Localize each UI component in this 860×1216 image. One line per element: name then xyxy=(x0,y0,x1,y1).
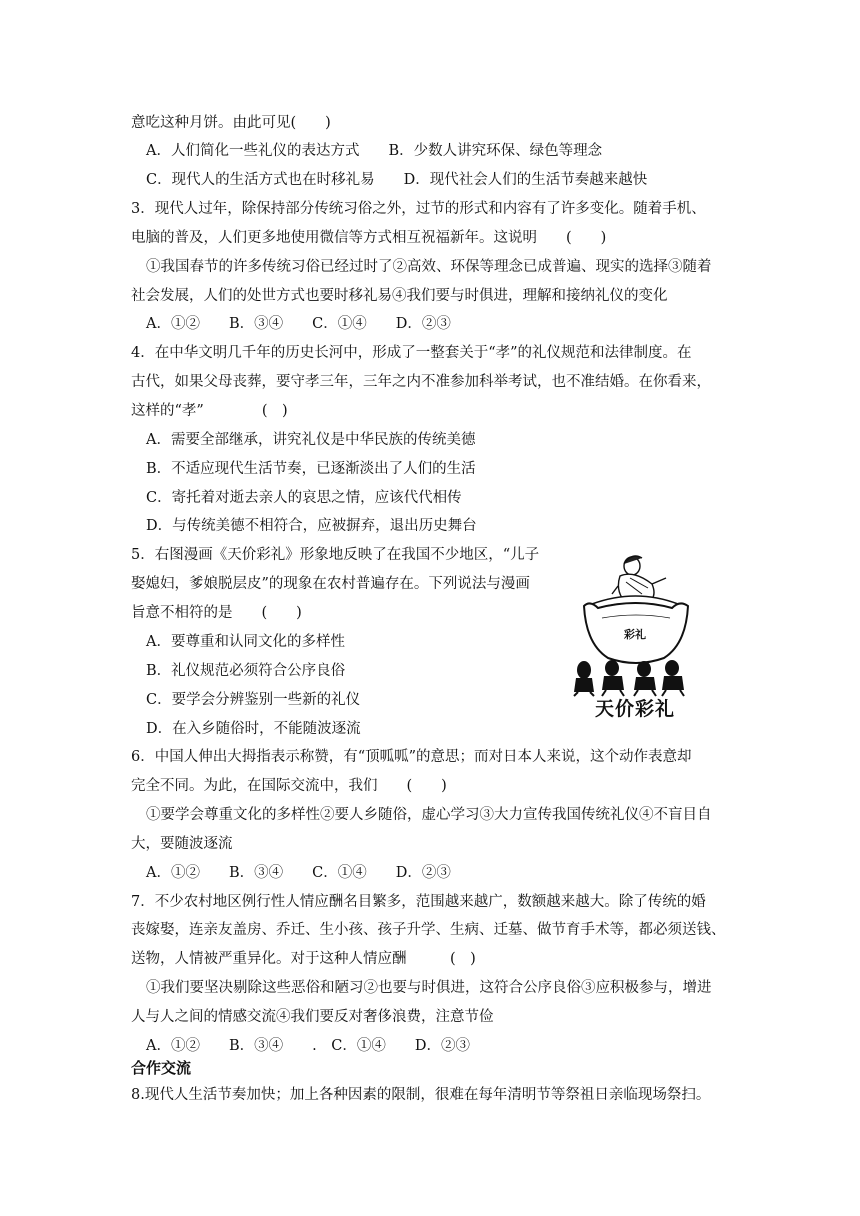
q7-options: A．①② B．③④ . C．①④ D．②③ xyxy=(146,1038,470,1054)
q3-stem-line1: 3．现代人过年，除保持部分传统习俗之外，过节的形式和内容有了许多变化。随着手机、 xyxy=(131,201,706,217)
q4-option-d: D．与传统美德不相符合，应被摒弃，退出历史舞台 xyxy=(146,518,477,534)
q5-option-d: D．在入乡随俗时，不能随波逐流 xyxy=(146,721,361,737)
cartoon-caption: 天价彩礼 xyxy=(595,698,676,720)
q7-stem-line2: 丧嫁娶，连亲友盖房、乔迁、生小孩、孩子升学、生病、迁墓、做节育手术等，都必须送钱、 xyxy=(131,922,726,938)
q5-stem-line2: 娶媳妇，爹娘脱层皮”的现象在农村普遍存在。下列说法与漫画 xyxy=(131,576,530,592)
q4-option-a: A．需要全部继承，讲究礼仪是中华民族的传统美德 xyxy=(146,432,476,448)
q4-option-b: B．不适应现代生活节奏，已逐渐淡出了人们的生活 xyxy=(146,461,476,477)
q3-options: A．①② B．③④ C．①④ D．②③ xyxy=(146,316,451,332)
q7-stem-line3: 送物，人情被严重异化。对于这种人情应酬 ( ) xyxy=(131,951,476,967)
section-heading-cooperation: 合作交流 xyxy=(131,1059,192,1077)
q8-stem-line1: 8.现代人生活节奏加快；加上各种因素的限制，很难在每年清明节等祭祖日亲临现场祭扫。 xyxy=(131,1087,711,1103)
q5-option-a: A．要尊重和认同文化的多样性 xyxy=(146,634,345,650)
q2-options-cd: C．现代人的生活方式也在时移礼易 D．现代社会人们的生活节奏越来越快 xyxy=(146,172,648,188)
q4-stem-line1: 4．在中华文明几千年的历史长河中，形成了一整套关于“孝”的礼仪规范和法律制度。在 xyxy=(131,345,692,361)
q6-options: A．①② B．③④ C．①④ D．②③ xyxy=(146,865,451,881)
q3-statements-line2: 社会发展，人们的处世方式也要时移礼易④我们要与时俱进，理解和接纳礼仪的变化 xyxy=(131,288,668,304)
q3-statements-line1: ①我国春节的许多传统习俗已经过时了②高效、环保等理念已成普遍、现实的选择③随着 xyxy=(146,259,712,275)
q5-stem-line3: 旨意不相符的是 ( ) xyxy=(131,605,302,621)
q7-stem-line1: 7．不少农村地区例行性人情应酬名目繁多，范围越来越广，数额越来越大。除了传统的婚 xyxy=(131,894,706,910)
q5-stem-line1: 5．右图漫画《天价彩礼》形象地反映了在我国不少地区，“儿子 xyxy=(131,547,540,563)
q6-statements-line2: 大，要随波逐流 xyxy=(131,836,233,852)
q6-statements-line1: ①要学会尊重文化的多样性②要人乡随俗，虚心学习③大力宣传我国传统礼仪④不盲目自 xyxy=(146,807,712,823)
q7-statements-line1-visible: ①我们要坚决剔除这些恶俗和陋习②也要与时俱进，这符合公序良俗③应积极参与，增进 xyxy=(146,980,712,996)
q2-options-ab: A．人们简化一些礼仪的表达方式 B．少数人讲究环保、绿色等理念 xyxy=(146,143,603,159)
q4-option-c: C．寄托着对逝去亲人的哀思之情，应该代代相传 xyxy=(146,490,462,506)
ingot-label: 彩礼 xyxy=(624,628,646,641)
q4-stem-line3: 这样的“孝” ( ) xyxy=(131,403,288,419)
q3-stem-line2: 电脑的普及，人们更多地使用微信等方式相互祝福新年。这说明 ( ) xyxy=(131,230,607,246)
q7-statements-line2: 人与人之间的情感交流④我们要反对奢侈浪费，注意节俭 xyxy=(131,1009,494,1025)
q5-option-b: B．礼仪规范必须符合公序良俗 xyxy=(146,663,346,679)
q4-stem-line2: 古代，如果父母丧葬，要守孝三年，三年之内不准参加科举考试，也不准结婚。在你看来， xyxy=(131,374,711,390)
q2-stem-end: 意吃这种月饼。由此可见( ) xyxy=(131,115,331,131)
q6-stem-line2: 完全不同。为此，在国际交流中，我们 ( ) xyxy=(131,778,447,794)
q6-stem-line1: 6．中国人伸出大拇指表示称赞，有“顶呱呱”的意思；而对日本人来说，这个动作表意却 xyxy=(131,749,692,765)
q5-option-c: C．要学会分辨鉴别一些新的礼仪 xyxy=(146,692,361,708)
carrying-people xyxy=(574,660,684,696)
